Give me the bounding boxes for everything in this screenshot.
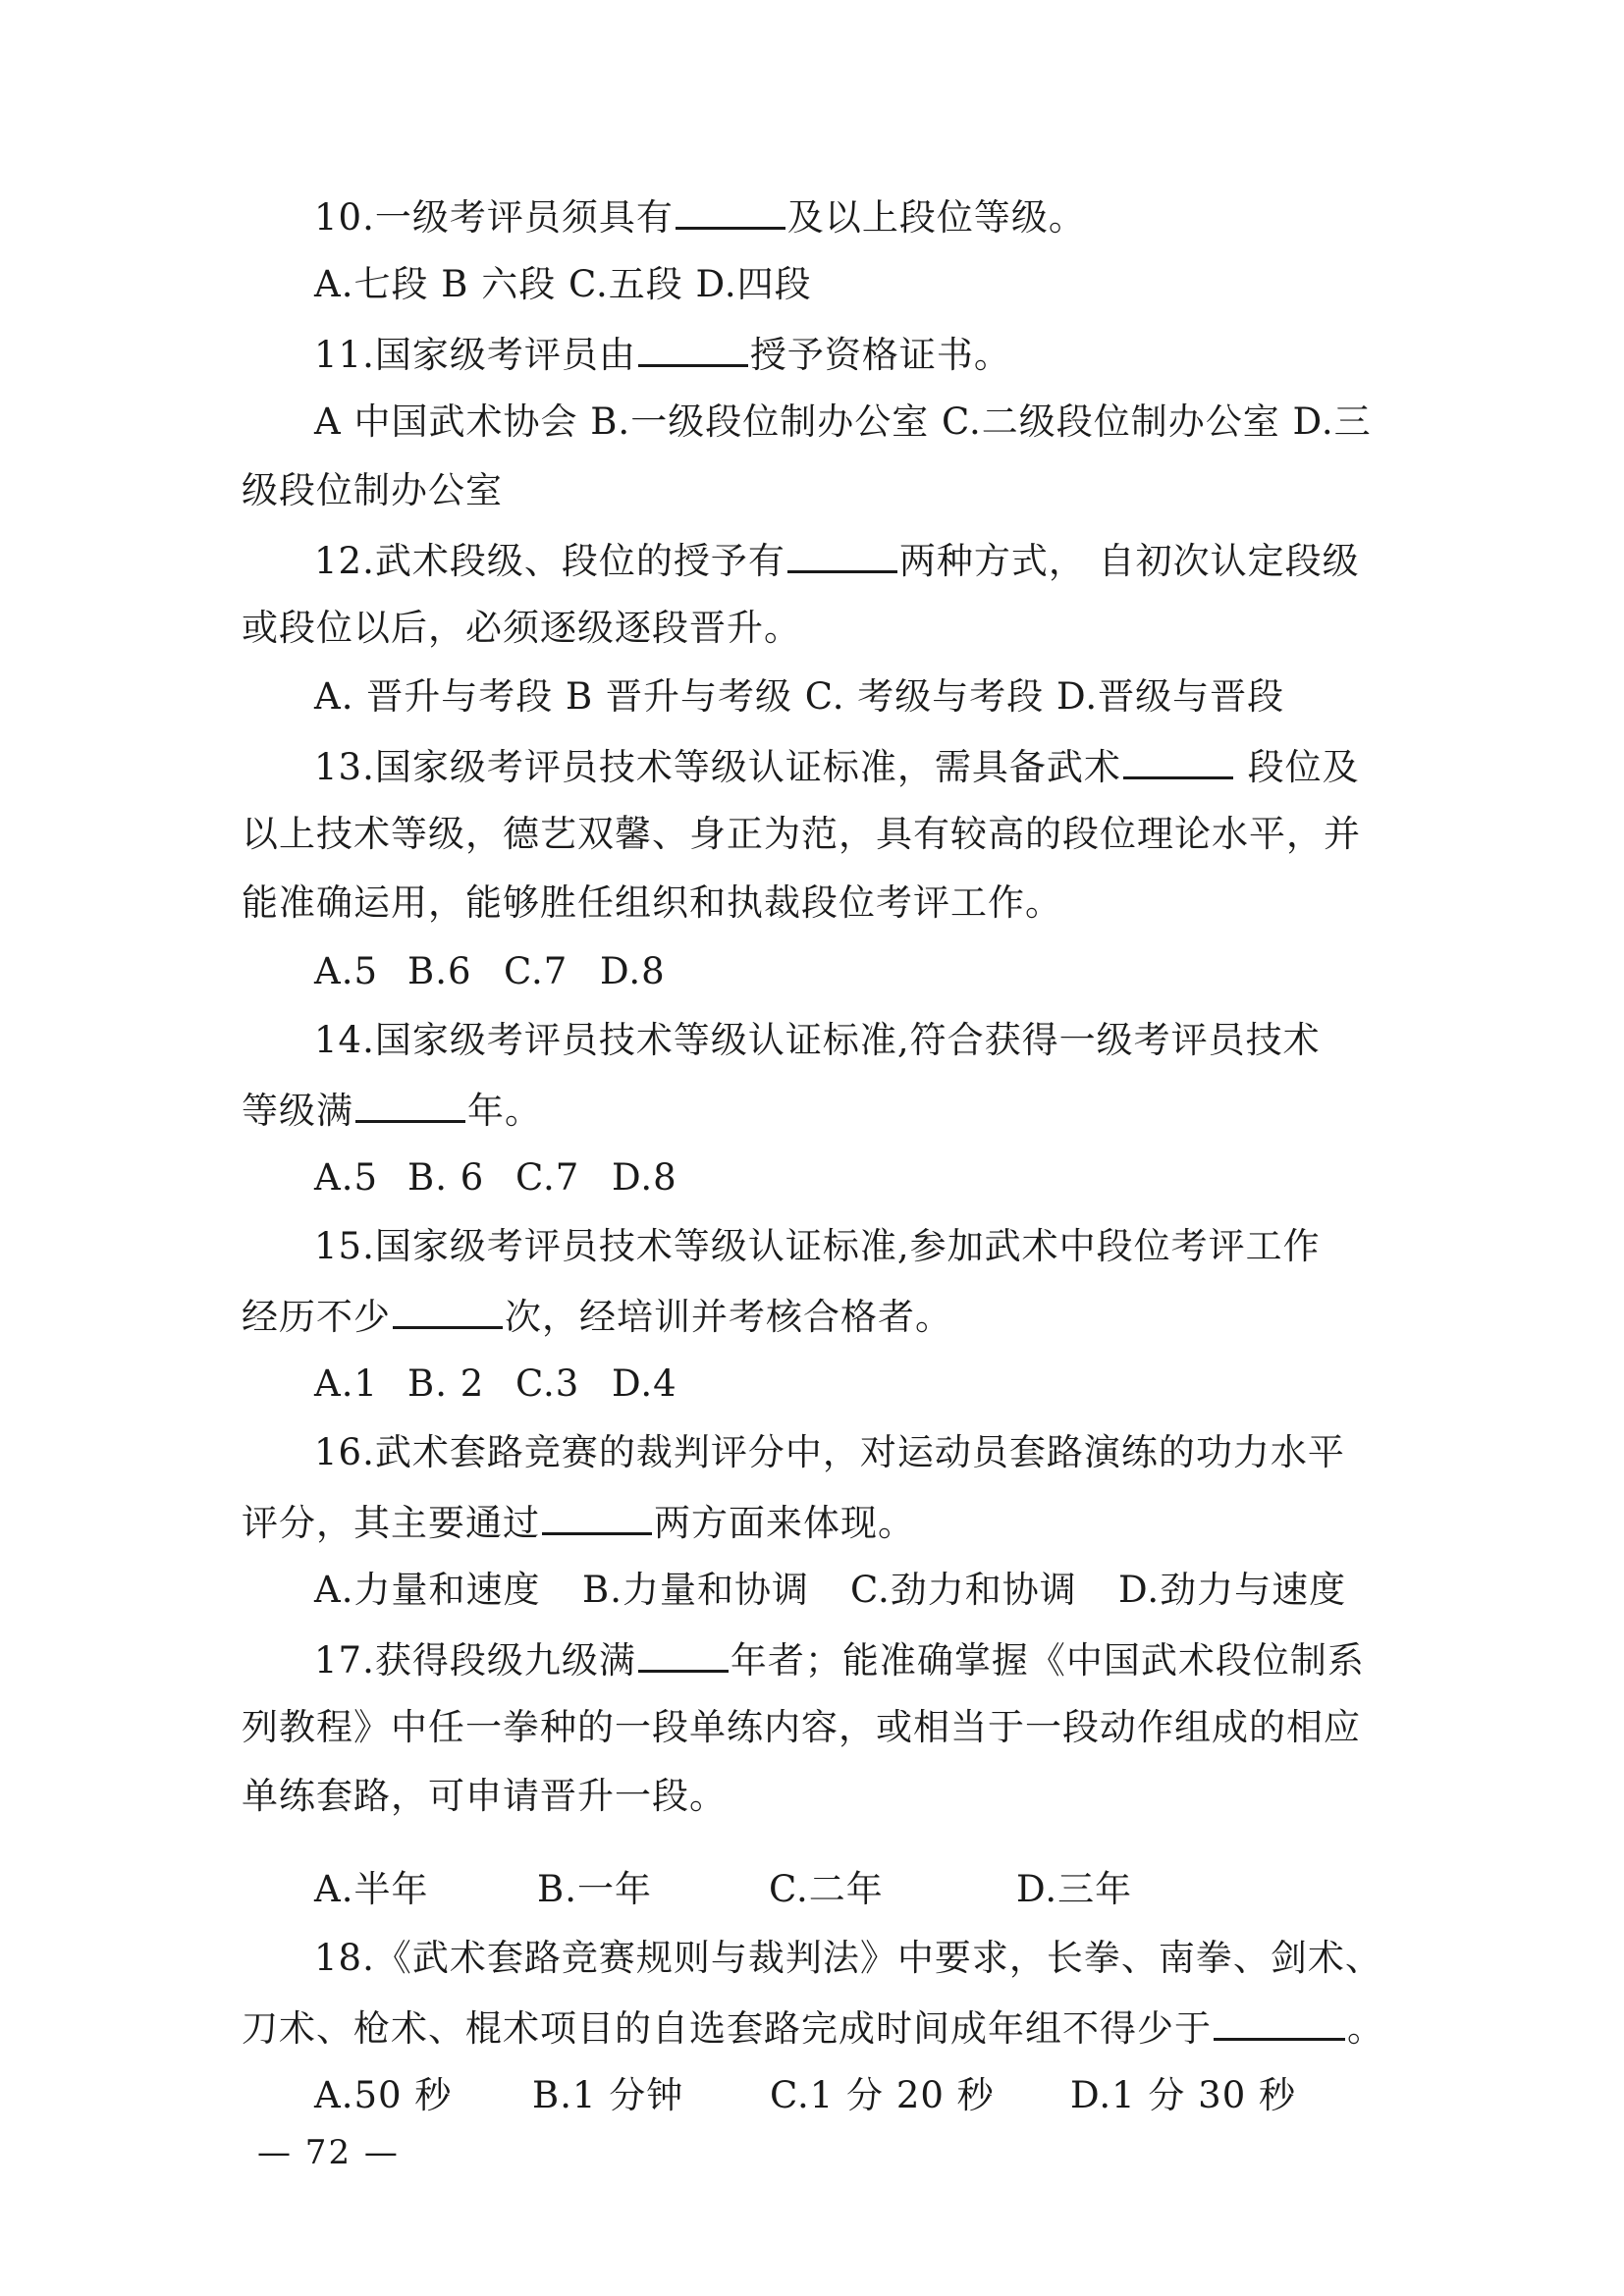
question-15-text-end: 次，经培训并考核合格者。: [505, 1296, 952, 1338]
option-b: B.1 分钟: [532, 2074, 684, 2116]
page-number: — 72 —: [257, 2133, 400, 2172]
question-14-text-end: 年。: [467, 1090, 542, 1132]
answer-blank: [676, 191, 785, 230]
answer-blank: [393, 1291, 503, 1329]
question-14-cont: [242, 1085, 542, 1136]
question-17: [314, 1634, 1365, 1685]
question-15-text: 经历不少: [242, 1296, 391, 1338]
question-13-text: 13.国家级考评员技术等级认证标准，需具备武术: [314, 746, 1121, 788]
answer-blank: [1214, 2002, 1345, 2041]
option-b: B.力量和协调: [582, 1569, 809, 1611]
option-d: D.三年: [1016, 1868, 1133, 1910]
option-c: C.3: [515, 1362, 580, 1405]
question-17-text-end: 年者；能准确掌握《中国武术段位制系: [730, 1639, 1365, 1682]
option-b: B. 6: [407, 1156, 485, 1199]
question-16-text: 评分，其主要通过: [242, 1502, 540, 1544]
question-18-text: 刀术、枪术、棍术项目的自选套路完成时间成年组不得少于: [242, 2007, 1212, 2050]
question-18: 18.《武术套路竞赛规则与裁判法》中要求，长拳、南拳、剑术、: [314, 1937, 1382, 1979]
question-11-text: 11.国家级考评员由: [314, 334, 636, 376]
question-17-cont: 列教程》中任一拳种的一段单练内容，或相当于一段动作组成的相应: [242, 1706, 1361, 1748]
question-18-text-end: 。: [1347, 2007, 1384, 2050]
question-18-options: [314, 2071, 1296, 2120]
option-d: D.1 分 30 秒: [1070, 2074, 1297, 2116]
question-14: 14.国家级考评员技术等级认证标准,符合获得一级考评员技术: [314, 1019, 1321, 1061]
option-a: A.5: [314, 1156, 379, 1199]
option-d: D.8: [600, 950, 666, 992]
answer-blank: [638, 1634, 729, 1673]
question-15: 15.国家级考评员技术等级认证标准,参加武术中段位考评工作: [314, 1225, 1321, 1267]
question-18-cont: [242, 2002, 1384, 2054]
option-d: D.8: [612, 1156, 677, 1199]
question-17-options: [314, 1865, 1132, 1914]
question-13-cont: 以上技术等级，德艺双馨、身正为范，具有较高的段位理论水平，并: [242, 813, 1361, 855]
question-13-text-end: 段位及: [1247, 746, 1360, 788]
answer-blank: [355, 1085, 465, 1123]
question-16-text-end: 两方面来体现。: [654, 1502, 915, 1544]
question-11-text-end: 授予资格证书。: [749, 334, 1011, 376]
option-c: C.7: [515, 1156, 580, 1199]
question-11: [314, 329, 1011, 380]
question-17-cont2: 单练套路，可申请晋升一段。: [242, 1775, 727, 1817]
question-14-options: [314, 1153, 677, 1202]
question-15-options: [314, 1360, 677, 1409]
question-11-options: A 中国武术协会 B.一级段位制办公室 C.二级段位制办公室 D.三: [314, 400, 1372, 443]
question-12: [314, 535, 1360, 586]
question-17-text: 17.获得段级九级满: [314, 1639, 636, 1682]
question-14-text: 等级满: [242, 1090, 353, 1132]
question-12-text: 12.武术段级、段位的授予有: [314, 540, 785, 582]
question-16: 16.武术套路竞赛的裁判评分中，对运动员套路演练的功力水平: [314, 1431, 1345, 1473]
option-a: A.50 秒: [314, 2074, 453, 2116]
option-b: B. 2: [407, 1362, 485, 1405]
option-c: C.劲力和协调: [850, 1569, 1077, 1611]
option-a: A.半年: [314, 1868, 429, 1910]
answer-blank: [787, 535, 897, 573]
question-16-cont: [242, 1497, 915, 1548]
question-13-cont2: 能准确运用，能够胜任组织和执裁段位考评工作。: [242, 881, 1062, 924]
question-12-text-end: 两种方式， 自初次认定段级: [898, 540, 1360, 582]
question-13: [314, 741, 1360, 792]
question-12-cont: 或段位以后，必须逐级逐段晋升。: [242, 607, 801, 649]
option-a: A.5: [314, 950, 379, 992]
question-11-options-cont: 级段位制办公室: [242, 469, 503, 511]
answer-blank: [1123, 741, 1233, 779]
answer-blank: [638, 329, 748, 367]
question-13-options: [314, 947, 666, 996]
question-10-options: A.七段 B 六段 C.五段 D.四段: [314, 263, 812, 305]
question-12-options: A. 晋升与考段 B 晋升与考级 C. 考级与考段 D.晋级与晋段: [314, 675, 1285, 718]
question-10-text: 10.一级考评员须具有: [314, 196, 674, 239]
option-d: D.劲力与速度: [1118, 1569, 1347, 1611]
answer-blank: [542, 1497, 652, 1535]
option-c: C.1 分 20 秒: [770, 2074, 995, 2116]
option-b: B.一年: [537, 1868, 652, 1910]
option-c: C.7: [504, 950, 568, 992]
question-10-text-end: 及以上段位等级。: [786, 196, 1086, 239]
option-c: C.二年: [769, 1868, 884, 1910]
option-b: B.6: [407, 950, 472, 992]
question-16-options: [314, 1566, 1346, 1615]
option-a: A.力量和速度: [314, 1569, 541, 1611]
question-10: [314, 191, 1086, 242]
option-a: A.1: [314, 1362, 379, 1405]
option-d: D.4: [612, 1362, 677, 1405]
question-15-cont: [242, 1291, 952, 1342]
